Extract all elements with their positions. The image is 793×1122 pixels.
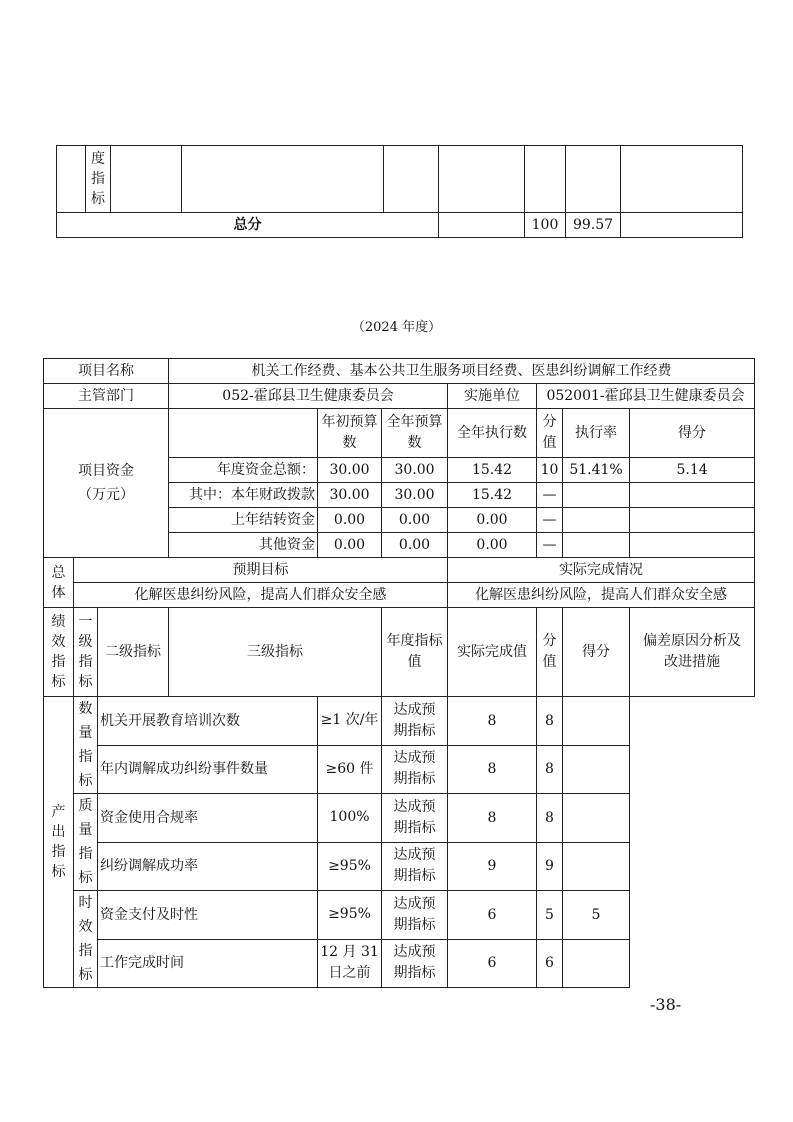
indicators-label: 绩效指标 [44, 608, 74, 697]
fund-name: 其中：本年财政拨款 [169, 483, 318, 508]
fund-rate: 51.41% [563, 458, 630, 483]
header-initial: 年初预算数 [318, 409, 382, 458]
total-score: 99.57 [566, 213, 621, 238]
fund-exec: 15.42 [448, 458, 537, 483]
total-value: 100 [525, 213, 566, 238]
indicator-actual: 达成预期指标 [382, 891, 448, 940]
fund-initial: 0.00 [318, 533, 382, 558]
fund-score [630, 483, 755, 508]
header-score: 得分 [563, 608, 630, 697]
indicator-weight: 8 [448, 745, 537, 794]
expected-goal: 化解医患纠纷风险，提高人们群众安全感 [74, 583, 448, 608]
indicator-target: ≥95% [318, 842, 382, 891]
indicator-row [44, 697, 755, 746]
indicator-score: 8 [537, 697, 563, 746]
header-full: 全年预算数 [382, 409, 448, 458]
indicator-actual: 达成预期指标 [382, 697, 448, 746]
indicator-actual: 达成预期指标 [382, 745, 448, 794]
fund-weight: 10 [537, 458, 563, 483]
indicator-score: 8 [537, 794, 563, 843]
indicator-row [44, 842, 755, 891]
header-level2: 二级指标 [98, 608, 169, 697]
fund-rate [563, 533, 630, 558]
fund-full: 30.00 [382, 483, 448, 508]
indicator-weight: 6 [448, 939, 537, 988]
fund-initial: 30.00 [318, 458, 382, 483]
fund-weight: — [537, 508, 563, 533]
partial-label: 度指标 [86, 146, 111, 213]
header-note: 偏差原因分析及改进措施 [630, 608, 755, 697]
fund-initial: 0.00 [318, 508, 382, 533]
fund-score [630, 508, 755, 533]
indicator-target: 12 月 31 日之前 [318, 939, 382, 988]
performance-table [43, 358, 755, 988]
header-exec: 全年执行数 [448, 409, 537, 458]
fund-rate [563, 483, 630, 508]
indicator-note [563, 939, 630, 988]
project-name: 机关工作经费、基本公共卫生服务项目经费、医患纠纷调解工作经费 [169, 359, 755, 384]
header-score: 得分 [630, 409, 755, 458]
level1-label: 产出指标 [44, 697, 74, 988]
indicator-row [44, 939, 755, 988]
dept-label: 主管部门 [44, 384, 169, 409]
indicator-score: 6 [537, 939, 563, 988]
indicator-target: 100% [318, 794, 382, 843]
indicator-weight: 9 [448, 842, 537, 891]
unit: 052001-霍邱县卫生健康委员会 [537, 384, 755, 409]
fund-initial: 30.00 [318, 483, 382, 508]
level2-label: 数量指标 [74, 697, 98, 794]
indicator-row [44, 794, 755, 843]
level2-label: 质量指标 [74, 794, 98, 891]
indicator-weight: 8 [448, 794, 537, 843]
indicator-name: 纠纷调解成功率 [98, 842, 318, 891]
indicator-note [563, 697, 630, 746]
header-weight: 分值 [537, 409, 563, 458]
indicator-note [563, 794, 630, 843]
indicator-target: ≥1 次/年 [318, 697, 382, 746]
total-label: 总分 [233, 217, 262, 233]
page-number: -38- [650, 995, 682, 1014]
indicator-row [44, 745, 755, 794]
indicator-score: 9 [537, 842, 563, 891]
indicator-score: 8 [537, 745, 563, 794]
indicator-name: 机关开展教育培训次数 [98, 697, 318, 746]
funds-label: 项目资金（万元） [44, 409, 169, 558]
fund-score: 5.14 [630, 458, 755, 483]
indicator-note [563, 842, 630, 891]
fund-weight: — [537, 483, 563, 508]
fund-exec: 0.00 [448, 533, 537, 558]
fund-full: 30.00 [382, 458, 448, 483]
header-weight: 分值 [537, 608, 563, 697]
indicator-note [563, 745, 630, 794]
fund-exec: 0.00 [448, 508, 537, 533]
fund-score [630, 533, 755, 558]
indicator-score: 5 [537, 891, 563, 940]
actual-result: 化解医患纠纷风险，提高人们群众安全感 [448, 583, 755, 608]
fund-name: 其他资金 [169, 533, 318, 558]
fund-name: 年度资金总额： [169, 458, 318, 483]
header-actual: 实际完成值 [448, 608, 537, 697]
indicator-note: 5 [563, 891, 630, 940]
fund-rate [563, 508, 630, 533]
indicator-name: 工作完成时间 [98, 939, 318, 988]
table-caption: （2024 年度） [351, 320, 442, 335]
indicator-actual: 达成预期指标 [382, 794, 448, 843]
fund-full: 0.00 [382, 533, 448, 558]
indicator-row [44, 891, 755, 940]
header-rate: 执行率 [563, 409, 630, 458]
fund-weight: — [537, 533, 563, 558]
indicator-target: ≥95% [318, 891, 382, 940]
overall-label: 总体 [44, 558, 74, 608]
unit-label: 实施单位 [448, 384, 537, 409]
indicator-weight: 8 [448, 697, 537, 746]
indicator-actual: 达成预期指标 [382, 939, 448, 988]
indicator-name: 年内调解成功纠纷事件数量 [98, 745, 318, 794]
actual-label: 实际完成情况 [448, 558, 755, 583]
expected-label: 预期目标 [74, 558, 448, 583]
indicator-name: 资金支付及时性 [98, 891, 318, 940]
previous-table-fragment [56, 145, 743, 238]
fund-full: 0.00 [382, 508, 448, 533]
indicator-weight: 6 [448, 891, 537, 940]
indicator-name: 资金使用合规率 [98, 794, 318, 843]
fund-exec: 15.42 [448, 483, 537, 508]
fund-name: 上年结转资金 [169, 508, 318, 533]
header-target: 年度指标值 [382, 608, 448, 697]
header-level1: 一级指标 [74, 608, 98, 697]
indicator-target: ≥60 件 [318, 745, 382, 794]
project-name-label: 项目名称 [44, 359, 169, 384]
indicator-actual: 达成预期指标 [382, 842, 448, 891]
header-level3: 三级指标 [169, 608, 382, 697]
level2-label: 时效指标 [74, 891, 98, 988]
dept: 052-霍邱县卫生健康委员会 [169, 384, 448, 409]
